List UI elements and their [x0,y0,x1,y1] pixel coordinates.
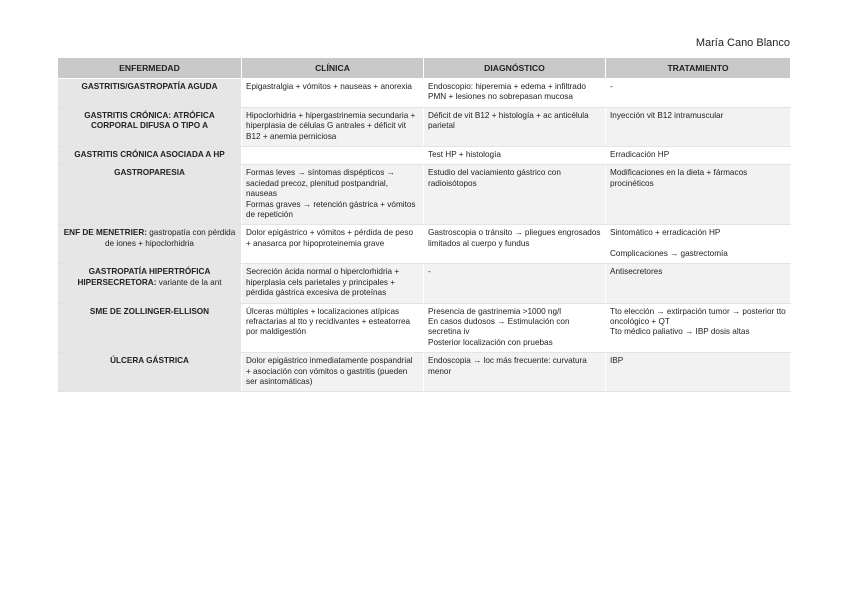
clinica-text: Dolor epigástrico + vómitos + pérdida de peso + anasarca por hipoproteinemia grave [246,228,414,248]
table-row [58,107,791,146]
tratamiento-text: Tto elección → extirpación tumor → posterior tto oncológico + QT [610,306,786,326]
clinica-text: Hipoclorhidria + hipergastrinemia secundaria + hiperplasia de células G antrales + déficit vit B12 + anemia perniciosa [246,110,416,141]
header-tratamiento: TRATAMIENTO [606,58,791,79]
diagnostico-cell [424,147,606,165]
clinica-cell [242,264,424,303]
disease-name: GASTROPARESIA [114,168,185,178]
table-row [58,79,791,108]
disease-name: GASTRITIS CRÓNICA ASOCIADA A HP [74,150,225,160]
tratamiento-cell [606,303,791,353]
diagnostico-text: Posterior localización con pruebas [428,337,553,347]
disease-name: ENF DE MENETRIER: [63,228,147,238]
table-row [58,225,791,264]
tratamiento-cell [606,79,791,108]
tratamiento-cell [606,353,791,392]
diagnostico-text: - [428,267,431,277]
diagnostico-text: Endoscopio: hiperemia + edema + infiltrado PMN + lesiones no sobrepasan mucosa [428,82,586,102]
disease-cell [58,303,242,353]
tratamiento-cell [606,107,791,146]
diagnostico-text: Déficit de vit B12 + histología + ac anticélula parietal [428,110,589,131]
diagnostico-text: Presencia de gastrinemia >1000 ng/l [428,306,562,316]
disease-cell [58,264,242,303]
diagnostico-text: En casos dudosos → Estimulación con secretina iv [428,316,570,337]
tratamiento-cell [606,264,791,303]
header-clinica: CLÍNICA [242,58,424,79]
table-row [58,147,791,165]
clinica-cell [242,225,424,264]
diagnostico-text: Estudio del vaciamiento gástrico con radioisótopos [428,168,561,188]
tratamiento-text: Tto médico paliativo → IBP dosis altas [610,327,750,337]
tratamiento-text [610,239,786,249]
header-diagnostico: DIAGNÓSTICO [424,58,606,79]
table-row [58,303,791,353]
clinica-text [246,150,419,160]
diagnostico-text: Test HP + histología [428,150,501,160]
disease-cell [58,147,242,165]
tratamiento-text: Erradicación HP [610,150,670,160]
disease-name: SME DE ZOLLINGER-ELLISON [89,306,210,316]
clinica-cell [242,165,424,225]
disease-note: variante de la ant [158,277,222,287]
clinica-cell [242,147,424,165]
clinica-cell [242,303,424,353]
clinica-cell [242,353,424,392]
diagnostico-cell [424,353,606,392]
diagnostico-cell [424,303,606,353]
table-row [58,264,791,303]
tratamiento-cell [606,225,791,264]
clinica-text: Formas leves → síntomas dispépticos → saciedad precoz, plenitud postpandrial, nauseas [246,168,395,199]
table-row [58,165,791,225]
disease-name: ÚLCERA GÁSTRICA [110,356,189,366]
tratamiento-text: Complicaciones → gastrectomía [610,248,728,258]
table-row [58,353,791,392]
diagnostico-cell [424,264,606,303]
disease-cell [58,165,242,225]
tratamiento-text: - [610,82,613,91]
disease-cell [58,225,242,264]
clinica-text: Úlceras múltiples + localizaciones atípicas refractarias al tto y recidivantes + esteatorrea por maldigestión [246,306,411,337]
header-row [58,58,791,79]
clinica-text: Epigastralgia + vómitos + nauseas + anorexia [246,82,412,91]
tratamiento-text: IBP [610,356,624,366]
clinica-cell [242,79,424,108]
diagnostico-cell [424,225,606,264]
tratamiento-text: Antisecretores [610,267,663,277]
tratamiento-text: Inyección vit B12 intramuscular [610,110,724,120]
author-name: María Cano Blanco [695,37,790,49]
tratamiento-cell [606,147,791,165]
clinica-text: Formas graves → retención gástrica + vómitos de repetición [246,199,416,220]
clinica-cell [242,107,424,146]
disease-cell [58,79,242,108]
disease-cell [58,107,242,146]
diagnostico-text: Gastroscopia o tránsito → pliegues engrosados limitados al cuerpo y fundus [428,228,601,248]
disease-name: GASTRITIS CRÓNICA: ATRÓFICA CORPORAL DIFUSA O TIPO A [84,110,215,131]
tratamiento-text: Sintomático + erradicación HP [610,228,721,238]
clinica-text: Dolor epigástrico inmediatamente pospandrial + asociación con vómitos o gastritis (pueden ser asintomáticas) [246,356,413,386]
tratamiento-text: Modificaciones en la dieta + fármacos procinéticos [610,168,748,188]
disease-name: GASTRITIS/GASTROPATÍA AGUDA [81,82,218,91]
disease-name: GASTROPATÍA HIPERTRÓFICA HIPERSECRETORA: [77,267,211,287]
disease-cell [58,353,242,392]
header-enfermedad: ENFERMEDAD [58,58,242,79]
diagnostico-text: Endoscopia → loc más frecuente: curvatura menor [428,356,587,376]
disease-note: gastropatía con pérdida de iones + hipoclorhidria [105,228,236,248]
diagnostico-cell [424,79,606,108]
clinica-text: Secreción ácida normal o hiperclorhidria + hiperplasia cels parietales y principales + pérdida gástrica excesiva de proteínas [246,267,400,298]
diagnostico-cell [424,107,606,146]
disease-table [57,57,791,392]
tratamiento-cell [606,165,791,225]
diagnostico-cell [424,165,606,225]
